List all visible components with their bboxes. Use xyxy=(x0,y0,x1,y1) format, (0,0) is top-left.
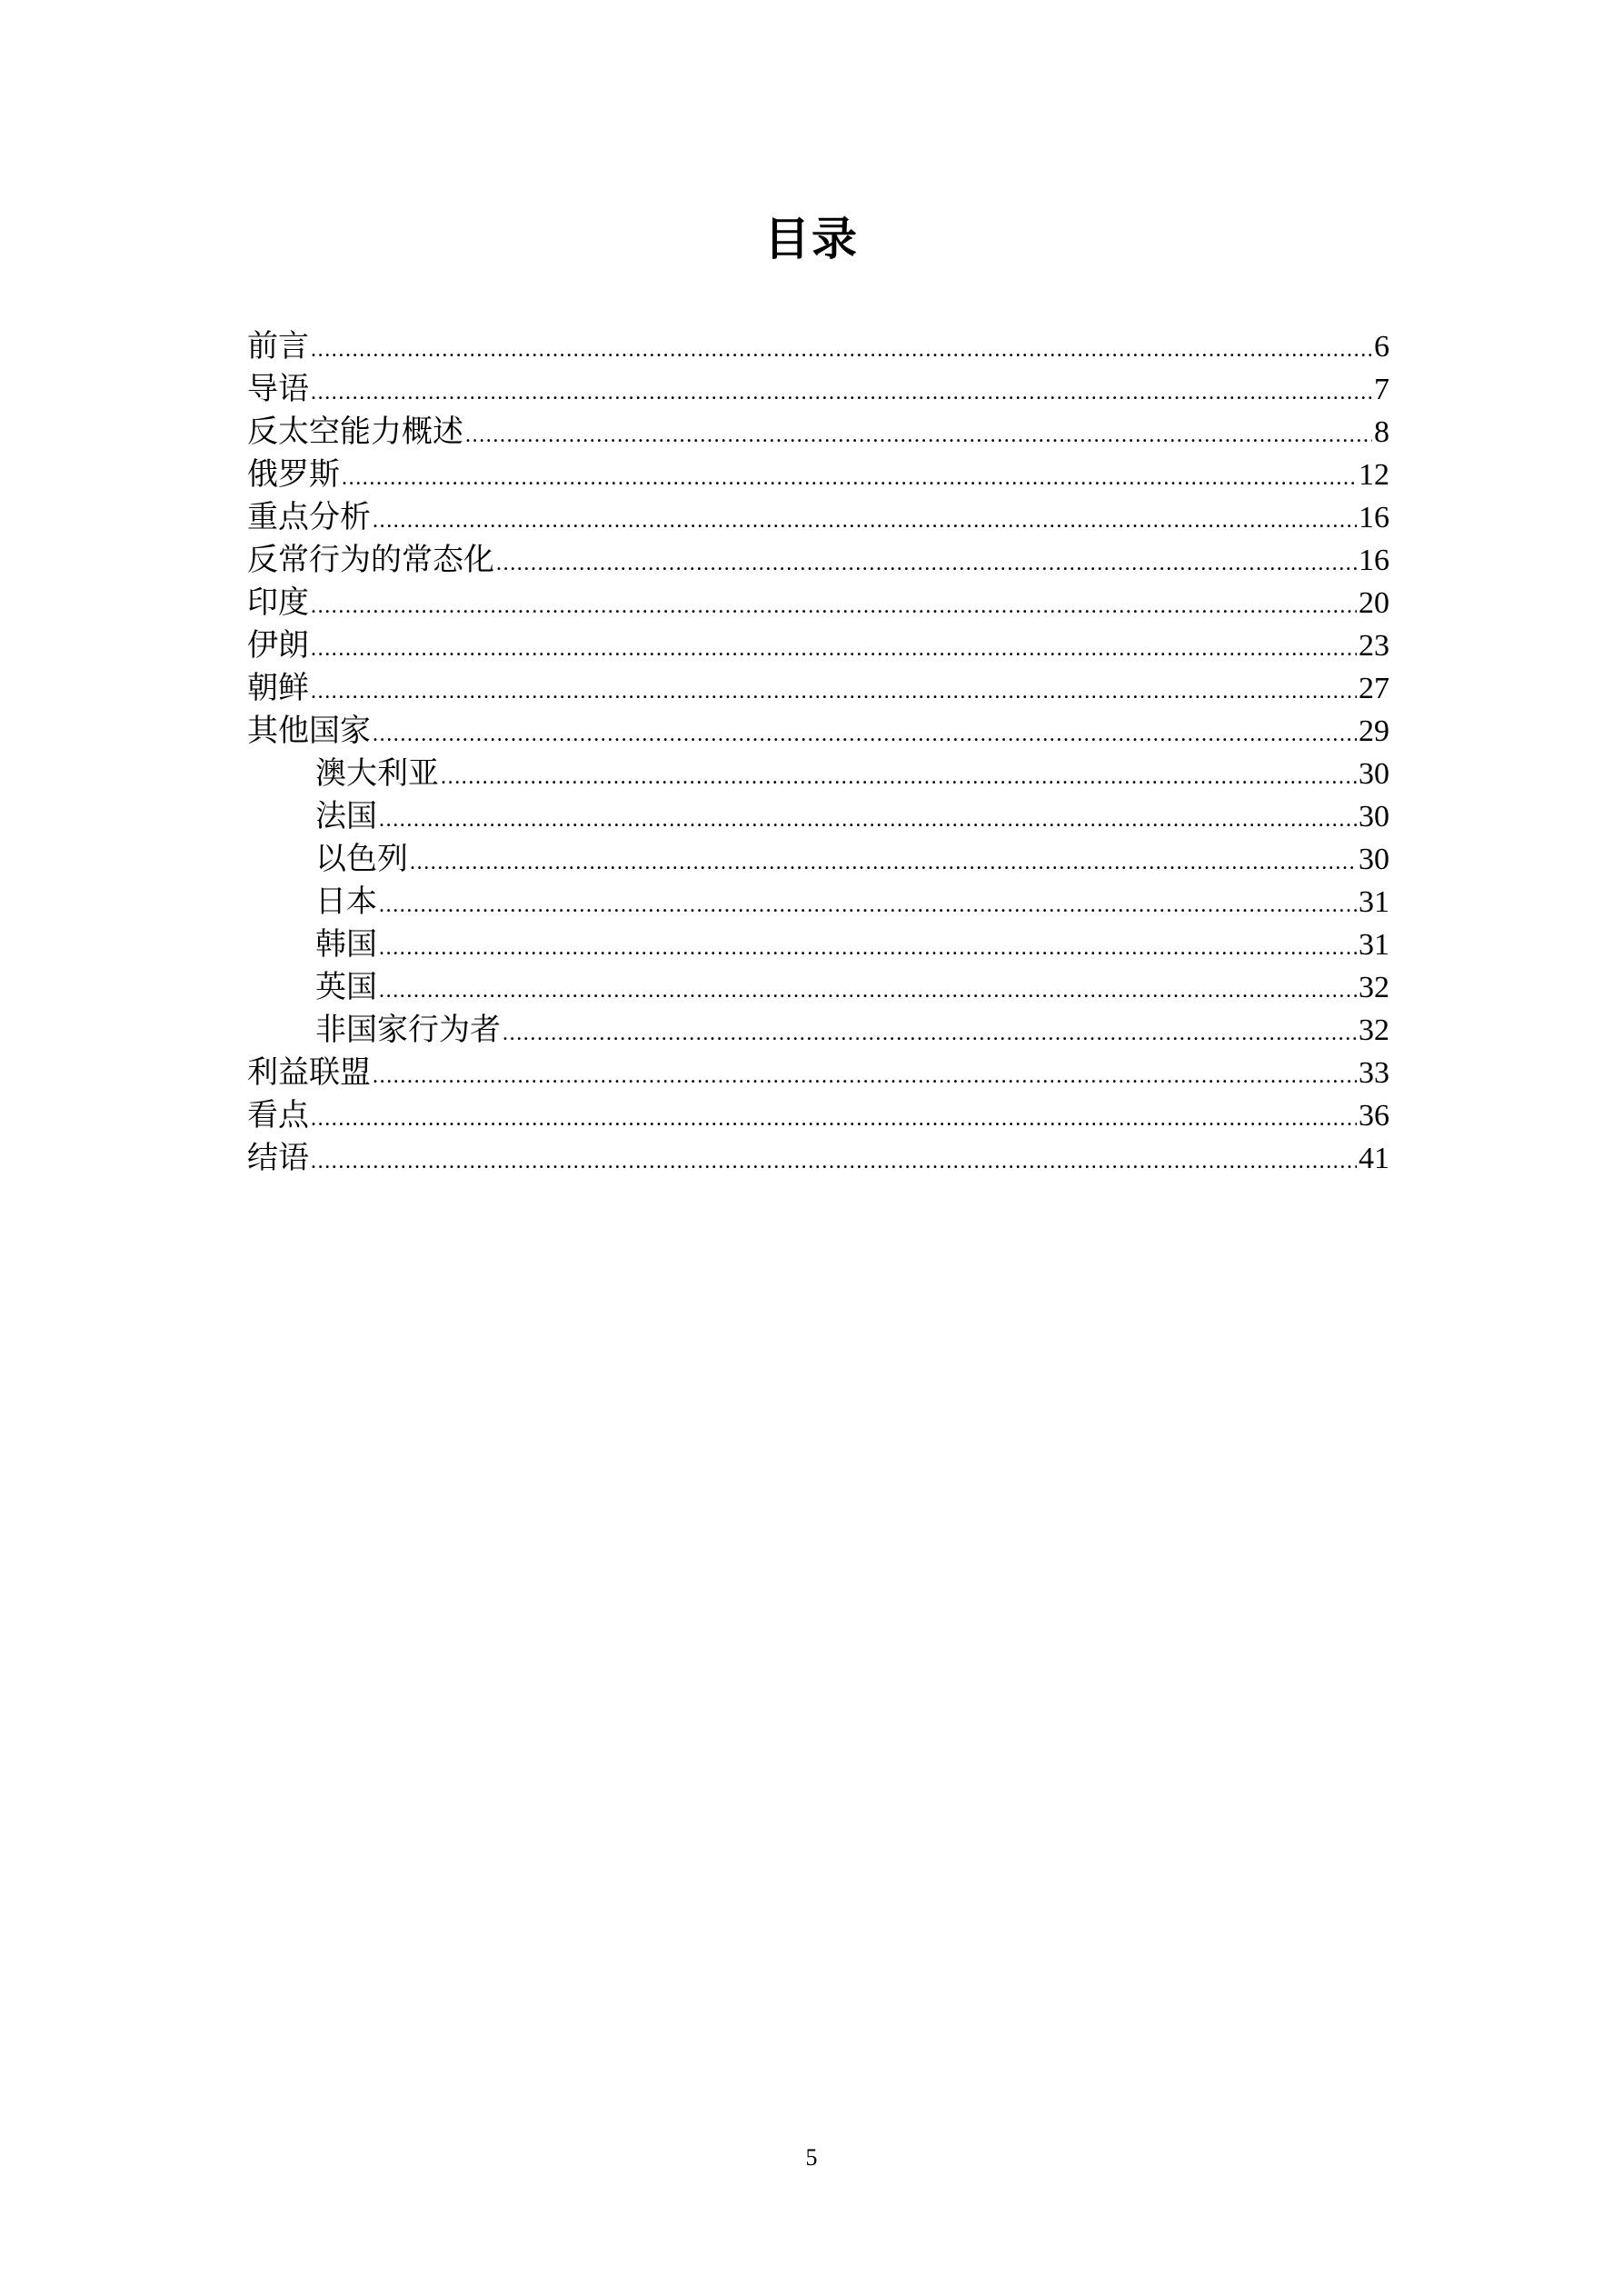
toc-dot-leader xyxy=(379,799,1357,838)
toc-entry-page: 31 xyxy=(1359,928,1389,962)
toc-entry-label: 前言 xyxy=(247,330,309,364)
toc-entry-label: 澳大利亚 xyxy=(315,757,439,791)
toc-entry-label: 非国家行为者 xyxy=(315,1013,501,1047)
toc-entry-israel[interactable] xyxy=(247,838,1389,881)
toc-dot-leader xyxy=(373,500,1357,539)
toc-dot-leader xyxy=(373,714,1357,753)
toc-entry-south-korea[interactable] xyxy=(247,923,1389,966)
toc-dot-leader xyxy=(311,628,1357,667)
toc-entry-label: 利益联盟 xyxy=(247,1056,371,1090)
toc-entry-non-state-actors[interactable] xyxy=(247,1009,1389,1052)
toc-entry-united-kingdom[interactable] xyxy=(247,966,1389,1009)
toc-dot-leader xyxy=(441,756,1357,795)
toc-dot-leader xyxy=(503,1013,1357,1052)
toc-entry-label: 结语 xyxy=(247,1142,309,1175)
toc-entry-introduction[interactable] xyxy=(247,368,1389,411)
toc-entry-page: 12 xyxy=(1359,458,1389,492)
toc-entry-page: 32 xyxy=(1359,971,1389,1004)
toc-entry-conclusion[interactable] xyxy=(247,1137,1389,1180)
toc-entry-label: 俄罗斯 xyxy=(247,458,340,492)
toc-entry-page: 23 xyxy=(1359,629,1389,663)
toc-dot-leader xyxy=(311,1098,1357,1137)
toc-dot-leader xyxy=(379,970,1357,1009)
toc-entry-label: 英国 xyxy=(315,971,377,1004)
toc-entry-preface[interactable] xyxy=(247,325,1389,368)
toc-entry-page: 6 xyxy=(1374,330,1389,364)
toc-entry-label: 韩国 xyxy=(315,928,377,962)
toc-dot-leader xyxy=(311,671,1357,710)
toc-entry-australia[interactable] xyxy=(247,753,1389,795)
toc-entry-page: 16 xyxy=(1359,501,1389,534)
toc-dot-leader xyxy=(465,414,1372,454)
toc-list xyxy=(247,325,1389,1180)
toc-entry-label: 朝鲜 xyxy=(247,672,309,705)
toc-entry-label: 日本 xyxy=(315,885,377,919)
toc-dot-leader xyxy=(379,927,1357,966)
toc-entry-label: 印度 xyxy=(247,586,309,620)
toc-entry-alliances[interactable] xyxy=(247,1052,1389,1094)
toc-entry-page: 30 xyxy=(1359,757,1389,791)
toc-title: 目录 xyxy=(764,214,859,265)
toc-dot-leader xyxy=(410,842,1357,881)
toc-dot-leader xyxy=(342,457,1357,496)
toc-entry-page: 30 xyxy=(1359,843,1389,876)
toc-entry-page: 31 xyxy=(1359,885,1389,919)
toc-entry-normalization[interactable] xyxy=(247,539,1389,582)
toc-dot-leader xyxy=(373,1055,1357,1094)
toc-entry-label: 看点 xyxy=(247,1099,309,1133)
toc-entry-page: 33 xyxy=(1359,1056,1389,1090)
toc-entry-label: 导语 xyxy=(247,373,309,406)
toc-dot-leader xyxy=(311,1141,1357,1180)
toc-entry-japan[interactable] xyxy=(247,881,1389,923)
toc-dot-leader xyxy=(496,543,1357,582)
toc-entry-russia[interactable] xyxy=(247,454,1389,496)
toc-entry-page: 20 xyxy=(1359,586,1389,620)
toc-entry-key-analysis[interactable] xyxy=(247,496,1389,539)
page-number: 5 xyxy=(805,2144,818,2171)
toc-entry-page: 8 xyxy=(1374,415,1389,449)
toc-entry-label: 其他国家 xyxy=(247,714,371,748)
toc-entry-page: 32 xyxy=(1359,1013,1389,1047)
toc-entry-page: 7 xyxy=(1374,373,1389,406)
toc-entry-label: 伊朗 xyxy=(247,629,309,663)
toc-entry-other-countries[interactable] xyxy=(247,710,1389,753)
toc-dot-leader xyxy=(311,585,1357,624)
toc-entry-france[interactable] xyxy=(247,795,1389,838)
toc-entry-label: 以色列 xyxy=(315,843,408,876)
toc-entry-page: 30 xyxy=(1359,800,1389,834)
toc-entry-highlights[interactable] xyxy=(247,1094,1389,1137)
toc-entry-iran[interactable] xyxy=(247,624,1389,667)
toc-entry-page: 27 xyxy=(1359,672,1389,705)
toc-entry-label: 法国 xyxy=(315,800,377,834)
toc-entry-page: 16 xyxy=(1359,544,1389,577)
toc-entry-page: 29 xyxy=(1359,714,1389,748)
toc-dot-leader xyxy=(379,884,1357,923)
toc-entry-page: 41 xyxy=(1359,1142,1389,1175)
toc-dot-leader xyxy=(311,372,1372,411)
toc-entry-india[interactable] xyxy=(247,582,1389,624)
toc-dot-leader xyxy=(311,329,1372,368)
toc-entry-page: 36 xyxy=(1359,1099,1389,1133)
toc-entry-north-korea[interactable] xyxy=(247,667,1389,710)
toc-entry-counterspace-overview[interactable] xyxy=(247,411,1389,454)
toc-entry-label: 反常行为的常态化 xyxy=(247,544,494,577)
toc-entry-label: 反太空能力概述 xyxy=(247,415,463,449)
toc-entry-label: 重点分析 xyxy=(247,501,371,534)
